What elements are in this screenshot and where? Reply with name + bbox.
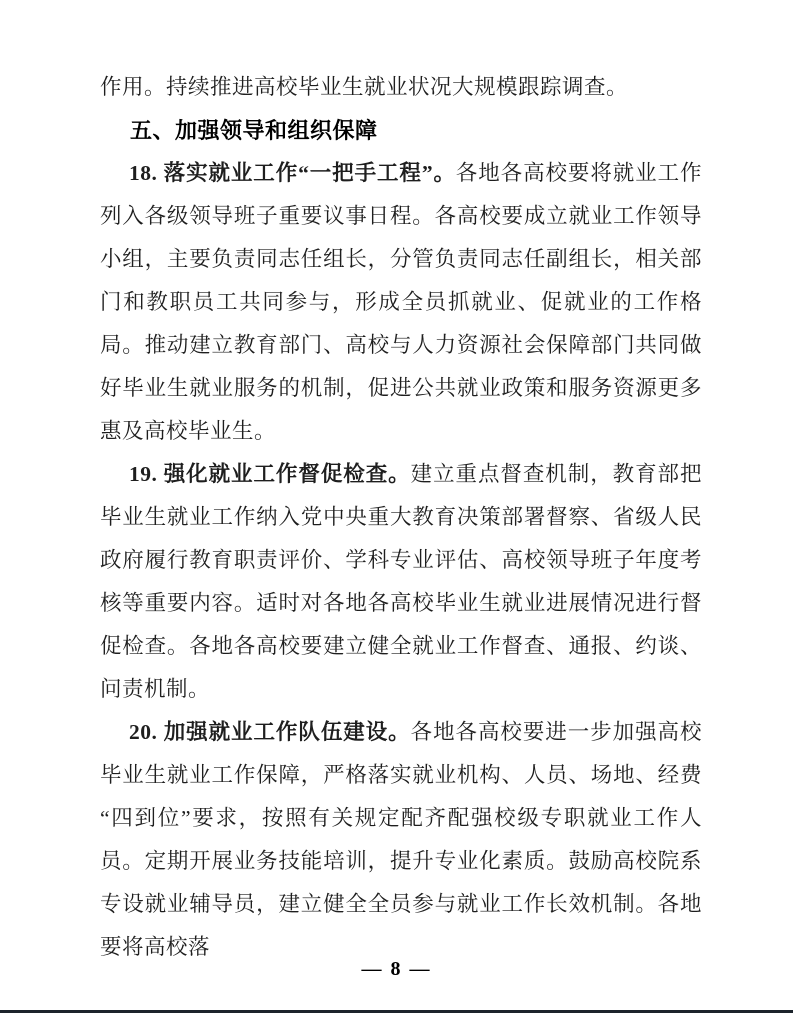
numbered-paragraph-18	[100, 152, 702, 453]
numbered-paragraph-19	[100, 453, 702, 711]
paragraph-lead: 20. 加强就业工作队伍建设。	[129, 720, 411, 744]
paragraph-body: 各地各高校要进一步加强高校毕业生就业工作保障，严格落实就业机构、人员、场地、经费“四到位”要求，按照有关规定配齐配强校级专职就业工作人员。定期开展业务技能培训，提升专业化素质。鼓励高校院系专设就业辅导员，建立健全全员参与就业工作长效机制。各地要将高校落	[100, 720, 702, 959]
paragraph-continuation: 作用。持续推进高校毕业生就业状况大规模跟踪调查。	[100, 75, 629, 99]
section-heading: 五、加强领导和组织保障	[130, 118, 378, 143]
numbered-paragraph-20	[100, 711, 702, 969]
paragraph-body: 各地各高校要将就业工作列入各级领导班子重要议事日程。各高校要成立就业工作领导小组，主要负责同志任组长，分管负责同志任副组长，相关部门和教职员工共同参与，形成全员抓就业、促就业的工作格局。推动建立教育部门、高校与人力资源社会保障部门共同做好毕业生就业服务的机制，促进公共就业政策和服务资源更多惠及高校毕业生。	[100, 161, 702, 443]
paragraph-body: 建立重点督查机制，教育部把毕业生就业工作纳入党中央重大教育决策部署督察、省级人民政府履行教育职责评价、学科专业评估、高校领导班子年度考核等重要内容。适时对各地各高校毕业生就业进展情况进行督促检查。各地各高校要建立健全就业工作督查、通报、约谈、问责机制。	[100, 462, 702, 701]
page-bottom-edge	[0, 1010, 793, 1013]
document-body	[100, 66, 702, 969]
paragraph-lead: 19. 强化就业工作督促检查。	[129, 462, 411, 486]
paragraph-lead: 18. 落实就业工作“一把手工程”。	[129, 161, 456, 185]
page-number: — 8 —	[361, 958, 432, 980]
